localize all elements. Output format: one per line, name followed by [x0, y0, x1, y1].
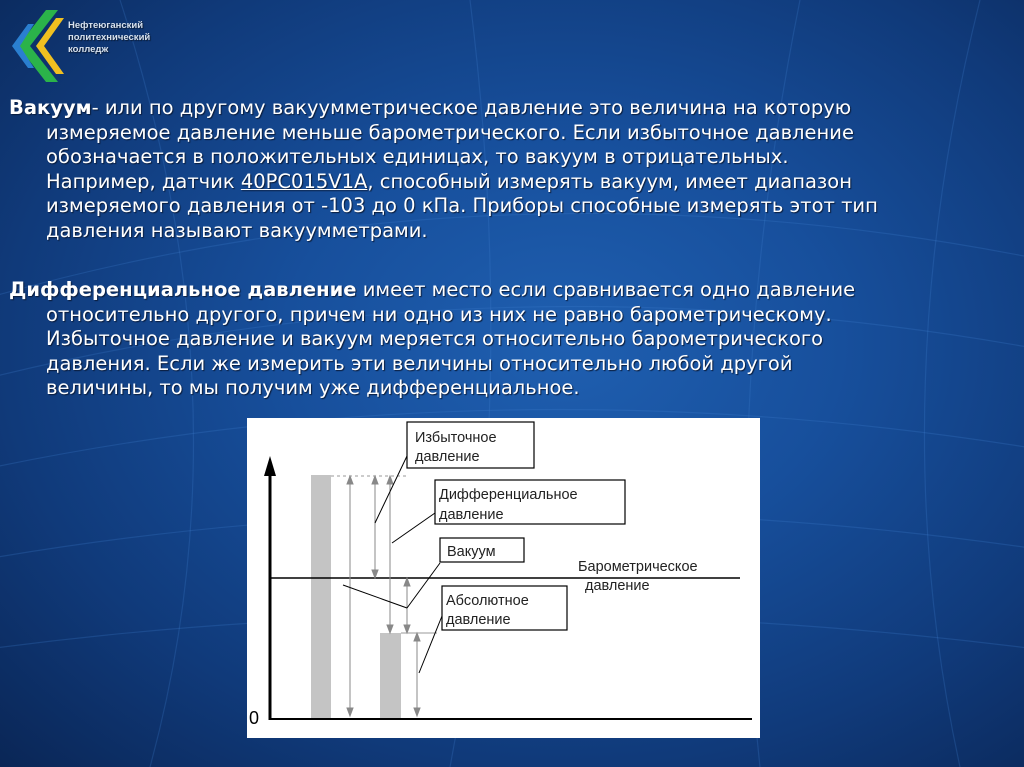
college-name-line: Нефтеюганский [68, 20, 144, 31]
text-line: измеряемое давление меньше барометрического. Если избыточное давление [46, 120, 854, 144]
barometric-label-line1: Барометрическое [578, 559, 698, 575]
arrow-head-icon [404, 578, 410, 586]
leader-vacuum [407, 563, 440, 608]
arrow-head-icon [404, 625, 410, 633]
college-logo-icon [6, 6, 66, 86]
text-line [9, 96, 1009, 121]
text-span: имеет место если сравнивается одно давление [356, 278, 856, 301]
arrow-head-icon [347, 476, 353, 484]
excess-label-line1: Избыточное [415, 430, 497, 446]
excess-label-line2: давление [415, 449, 480, 465]
leader-absolute [419, 616, 442, 673]
differential-paragraph [9, 278, 1009, 401]
text-line: давления называют вакуумметрами. [46, 218, 428, 242]
text-line: давления. Если же измерить эти величины относительно любой другой [46, 351, 793, 375]
sensor-link[interactable]: 40PC015V1A [240, 169, 368, 193]
college-name [68, 20, 188, 56]
leader-excess [375, 456, 407, 523]
arrow-head-icon [414, 708, 420, 716]
arrow-head-icon [414, 633, 420, 641]
y-axis-arrow-icon [264, 456, 276, 476]
college-name-line: колледж [68, 44, 109, 55]
absolute-label-line2: давление [446, 612, 511, 628]
absolute-bar-tall [311, 475, 331, 719]
differential-label-line1: Дифференциальное [439, 487, 578, 503]
arrow-head-icon [372, 570, 378, 578]
text-span: Например, датчик [46, 169, 241, 193]
arrow-head-icon [387, 625, 393, 633]
text-line: Избыточное давление и вакуум меряется относительно барометрического [46, 327, 824, 350]
pressure-diagram-svg [247, 418, 760, 738]
arrow-head-icon [347, 708, 353, 716]
axis-zero-label: 0 [249, 708, 260, 728]
text-span: - или по другому вакуумметрическое давление это величина на которую [91, 96, 852, 119]
vacuum-paragraph [9, 96, 1009, 243]
absolute-bar-short [380, 633, 401, 719]
leader-barometric [343, 585, 407, 608]
leader-diff [392, 513, 435, 543]
college-name-line: политехнический [68, 32, 151, 43]
text-line: измеряемого давления от -103 до 0 кПа. Приборы способные измерять этот тип [46, 194, 878, 217]
arrow-head-icon [372, 476, 378, 484]
text-line: обозначается в положительных единицах, то вакуум в отрицательных. [46, 145, 789, 168]
barometric-label-line2: давление [585, 578, 650, 594]
text-line: величины, то мы получим уже дифференциальное. [46, 376, 580, 399]
differential-label-line2: давление [439, 507, 504, 523]
vacuum-label: Вакуум [447, 544, 496, 560]
text-span: , способный измерять вакуум, имеет диапазон [367, 169, 852, 193]
term-vacuum: Вакуум [9, 96, 92, 119]
absolute-label-line1: Абсолютное [446, 593, 529, 609]
text-line [9, 278, 1009, 303]
arrow-head-icon [387, 476, 393, 484]
text-line [9, 170, 1009, 195]
term-differential: Дифференциальное давление [9, 278, 357, 301]
pressure-diagram [247, 418, 760, 738]
text-line: относительно другого, причем ни одно из них не равно барометрическому. [46, 302, 832, 326]
